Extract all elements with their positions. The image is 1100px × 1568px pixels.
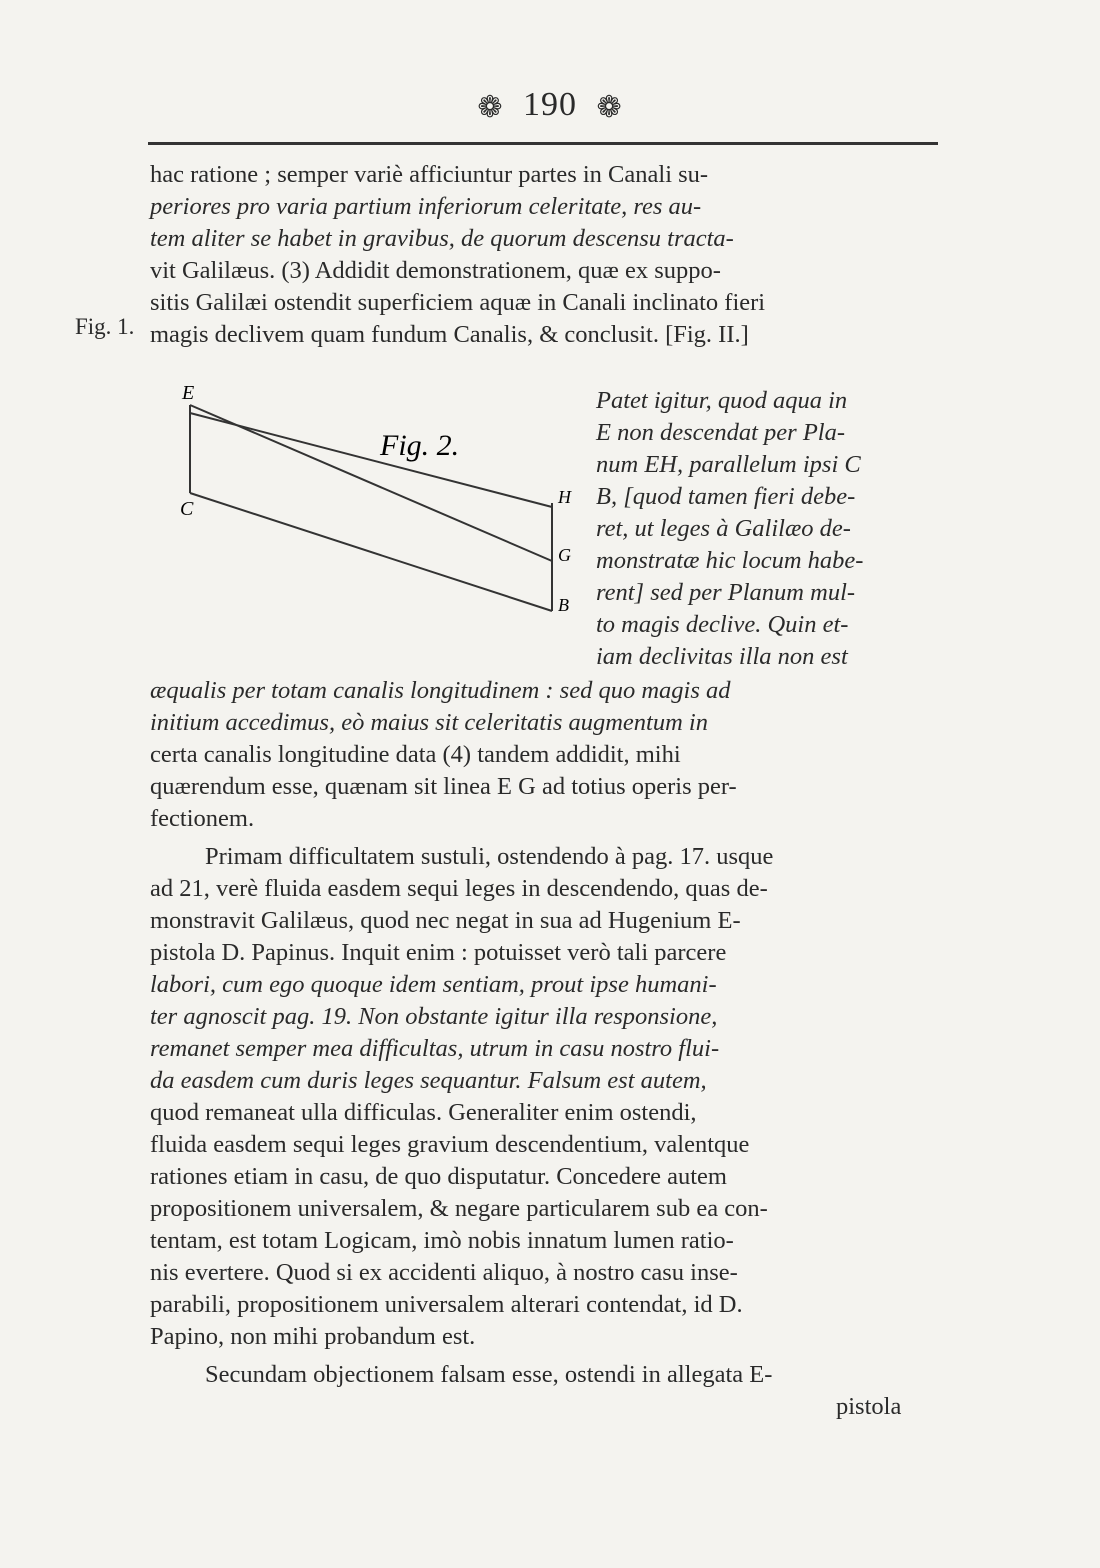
text-line: Patet igitur, quod aqua in	[596, 387, 848, 414]
text-line: pistola D. Papinus. Inquit enim : potuisset verò tali parcere	[150, 939, 727, 966]
text-line: tem aliter se habet in gravibus, de quorum descensu tracta-	[150, 225, 734, 252]
ornament-left-icon: ❁	[477, 90, 504, 124]
label-G: G	[558, 545, 571, 565]
text-line: pistola	[836, 1393, 902, 1420]
text-line: initium accedimus, eò maius sit celeritatis augmentum in	[150, 709, 708, 736]
text-line: magis declivem quam fundum Canalis, & conclusit. [Fig. II.]	[150, 321, 749, 348]
text-line: certa canalis longitudine data (4) tandem addidit, mihi	[150, 741, 681, 768]
text-line: quærendum esse, quænam sit linea E G ad totius operis per-	[150, 773, 737, 800]
text-line: hac ratione ; semper variè afficiuntur partes in Canali su-	[150, 161, 709, 188]
figure-caption: Fig. 2.	[380, 429, 460, 462]
text-line: nis evertere. Quod si ex accidenti aliquo, à nostro casu inse-	[150, 1259, 738, 1286]
page-header	[0, 86, 1100, 125]
text-line: tentam, est totam Logicam, imò nobis innatum lumen ratio-	[150, 1227, 734, 1254]
text-line: vit Galilæus. (3) Addidit demonstrationem, quæ ex suppo-	[150, 257, 721, 284]
text-line: ad 21, verè fluida easdem sequi leges in descendendo, quas de-	[150, 875, 768, 902]
margin-figure-note: Fig. 1.	[75, 314, 135, 339]
text-line: rent] sed per Planum mul-	[596, 579, 856, 606]
text-line: quod remaneat ulla difficulas. Generaliter enim ostendi,	[150, 1099, 697, 1126]
text-line: to magis declive. Quin et-	[596, 611, 849, 638]
text-line: B, [quod tamen fieri debe-	[596, 483, 856, 510]
text-line: da easdem cum duris leges sequantur. Falsum est autem,	[150, 1067, 707, 1094]
text-line: ret, ut leges à Galilæo de-	[596, 515, 851, 542]
ornament-right-icon: ❁	[596, 90, 623, 124]
text-line: periores pro varia partium inferiorum celeritate, res au-	[150, 193, 702, 220]
text-line: ter agnoscit pag. 19. Non obstante igitur illa responsione,	[150, 1003, 718, 1030]
label-C: C	[180, 498, 194, 520]
edge-EG	[190, 405, 552, 561]
label-B: B	[558, 595, 569, 615]
text-line: E non descendat per Pla-	[596, 419, 846, 446]
text-line: num EH, parallelum ipsi C	[596, 451, 861, 478]
edge-EH	[190, 413, 552, 507]
figure-2-diagram	[160, 385, 590, 625]
header-rule	[148, 142, 938, 145]
text-line: fluida easdem sequi leges gravium descendentium, valentque	[150, 1131, 750, 1158]
text-line: parabili, propositionem universalem alterari contendat, id D.	[150, 1291, 743, 1318]
text-line: fectionem.	[150, 805, 255, 832]
text-line: propositionem universalem, & negare particularem sub ea con-	[150, 1195, 768, 1222]
text-line: Papino, non mihi probandum est.	[150, 1323, 476, 1350]
text-line: Primam difficultatem sustuli, ostendendo à pag. 17. usque	[205, 843, 774, 870]
text-line: monstratæ hic locum habe-	[596, 547, 864, 574]
label-E: E	[182, 385, 195, 404]
text-line: æqualis per totam canalis longitudinem : sed quo magis ad	[150, 677, 731, 704]
text-line: remanet semper mea difficultas, utrum in casu nostro flui-	[150, 1035, 720, 1062]
edge-CB	[190, 493, 552, 611]
text-line: labori, cum ego quoque idem sentiam, prout ipse humani-	[150, 971, 717, 998]
text-line: sitis Galilæi ostendit superficiem aquæ in Canali inclinato fieri	[150, 289, 766, 316]
label-H: H	[558, 487, 571, 507]
text-line: Secundam objectionem falsam esse, ostendi in allegata E-	[205, 1361, 773, 1388]
text-line: iam declivitas illa non est	[596, 643, 848, 670]
text-line: monstravit Galilæus, quod nec negat in sua ad Hugenium E-	[150, 907, 741, 934]
text-line: rationes etiam in casu, de quo disputatur. Concedere autem	[150, 1163, 727, 1190]
page-number: 190	[523, 86, 577, 123]
